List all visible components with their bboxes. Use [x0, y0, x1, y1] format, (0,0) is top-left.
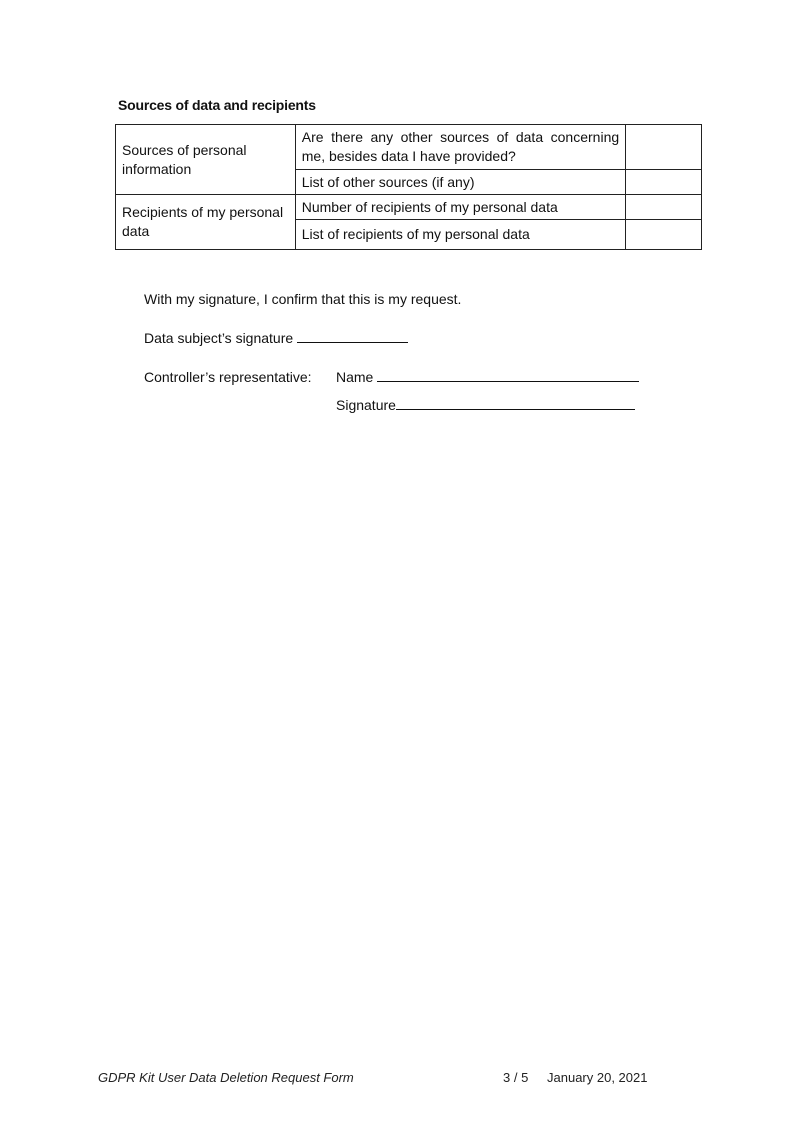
controller-name-row [336, 368, 639, 386]
recipients-label: Recipients of my personal data [122, 204, 284, 239]
sources-question-cell [295, 125, 625, 170]
recipients-question-1: Number of recipients of my personal data [301, 198, 558, 215]
sources-label-cell [116, 125, 296, 195]
sources-answer-1-field[interactable] [626, 125, 702, 170]
sources-question-cell [295, 170, 625, 195]
controller-signature-row [336, 396, 635, 414]
table-row [116, 195, 702, 220]
table-row [116, 125, 702, 170]
sources-recipients-table [115, 124, 702, 250]
name-label: Name [336, 369, 374, 385]
sources-answer-2-field[interactable] [626, 170, 702, 195]
sources-question-2: List of other sources (if any) [301, 173, 475, 190]
controller-name-line[interactable] [377, 369, 639, 382]
footer-date: January 20, 2021 [547, 1070, 648, 1085]
subject-signature-line[interactable] [297, 330, 408, 343]
recipients-question-2: List of recipients of my personal data [301, 226, 530, 242]
recipients-answer-1-field[interactable] [626, 195, 702, 220]
recipients-question-cell [295, 195, 625, 220]
signature-label: Signature [336, 397, 396, 413]
sources-question-1: Are there any other sources of data concerning me, besides data I have provided? [301, 129, 620, 164]
confirm-text: With my signature, I confirm that this is my request. [144, 291, 462, 307]
controller-label: Controller’s representative: [144, 369, 312, 385]
footer-page-number: 3 / 5 [503, 1070, 529, 1085]
subject-signature-row [144, 329, 408, 347]
recipients-label-cell [116, 195, 296, 250]
recipients-question-cell [295, 220, 625, 250]
recipients-answer-2-field[interactable] [626, 220, 702, 250]
footer-doc-title: GDPR Kit User Data Deletion Request Form [98, 1070, 354, 1085]
controller-signature-line[interactable] [396, 397, 635, 410]
subject-signature-label: Data subject’s signature [144, 330, 294, 346]
section-title: Sources of data and recipients [118, 97, 316, 113]
sources-label: Sources of personal information [122, 141, 247, 177]
